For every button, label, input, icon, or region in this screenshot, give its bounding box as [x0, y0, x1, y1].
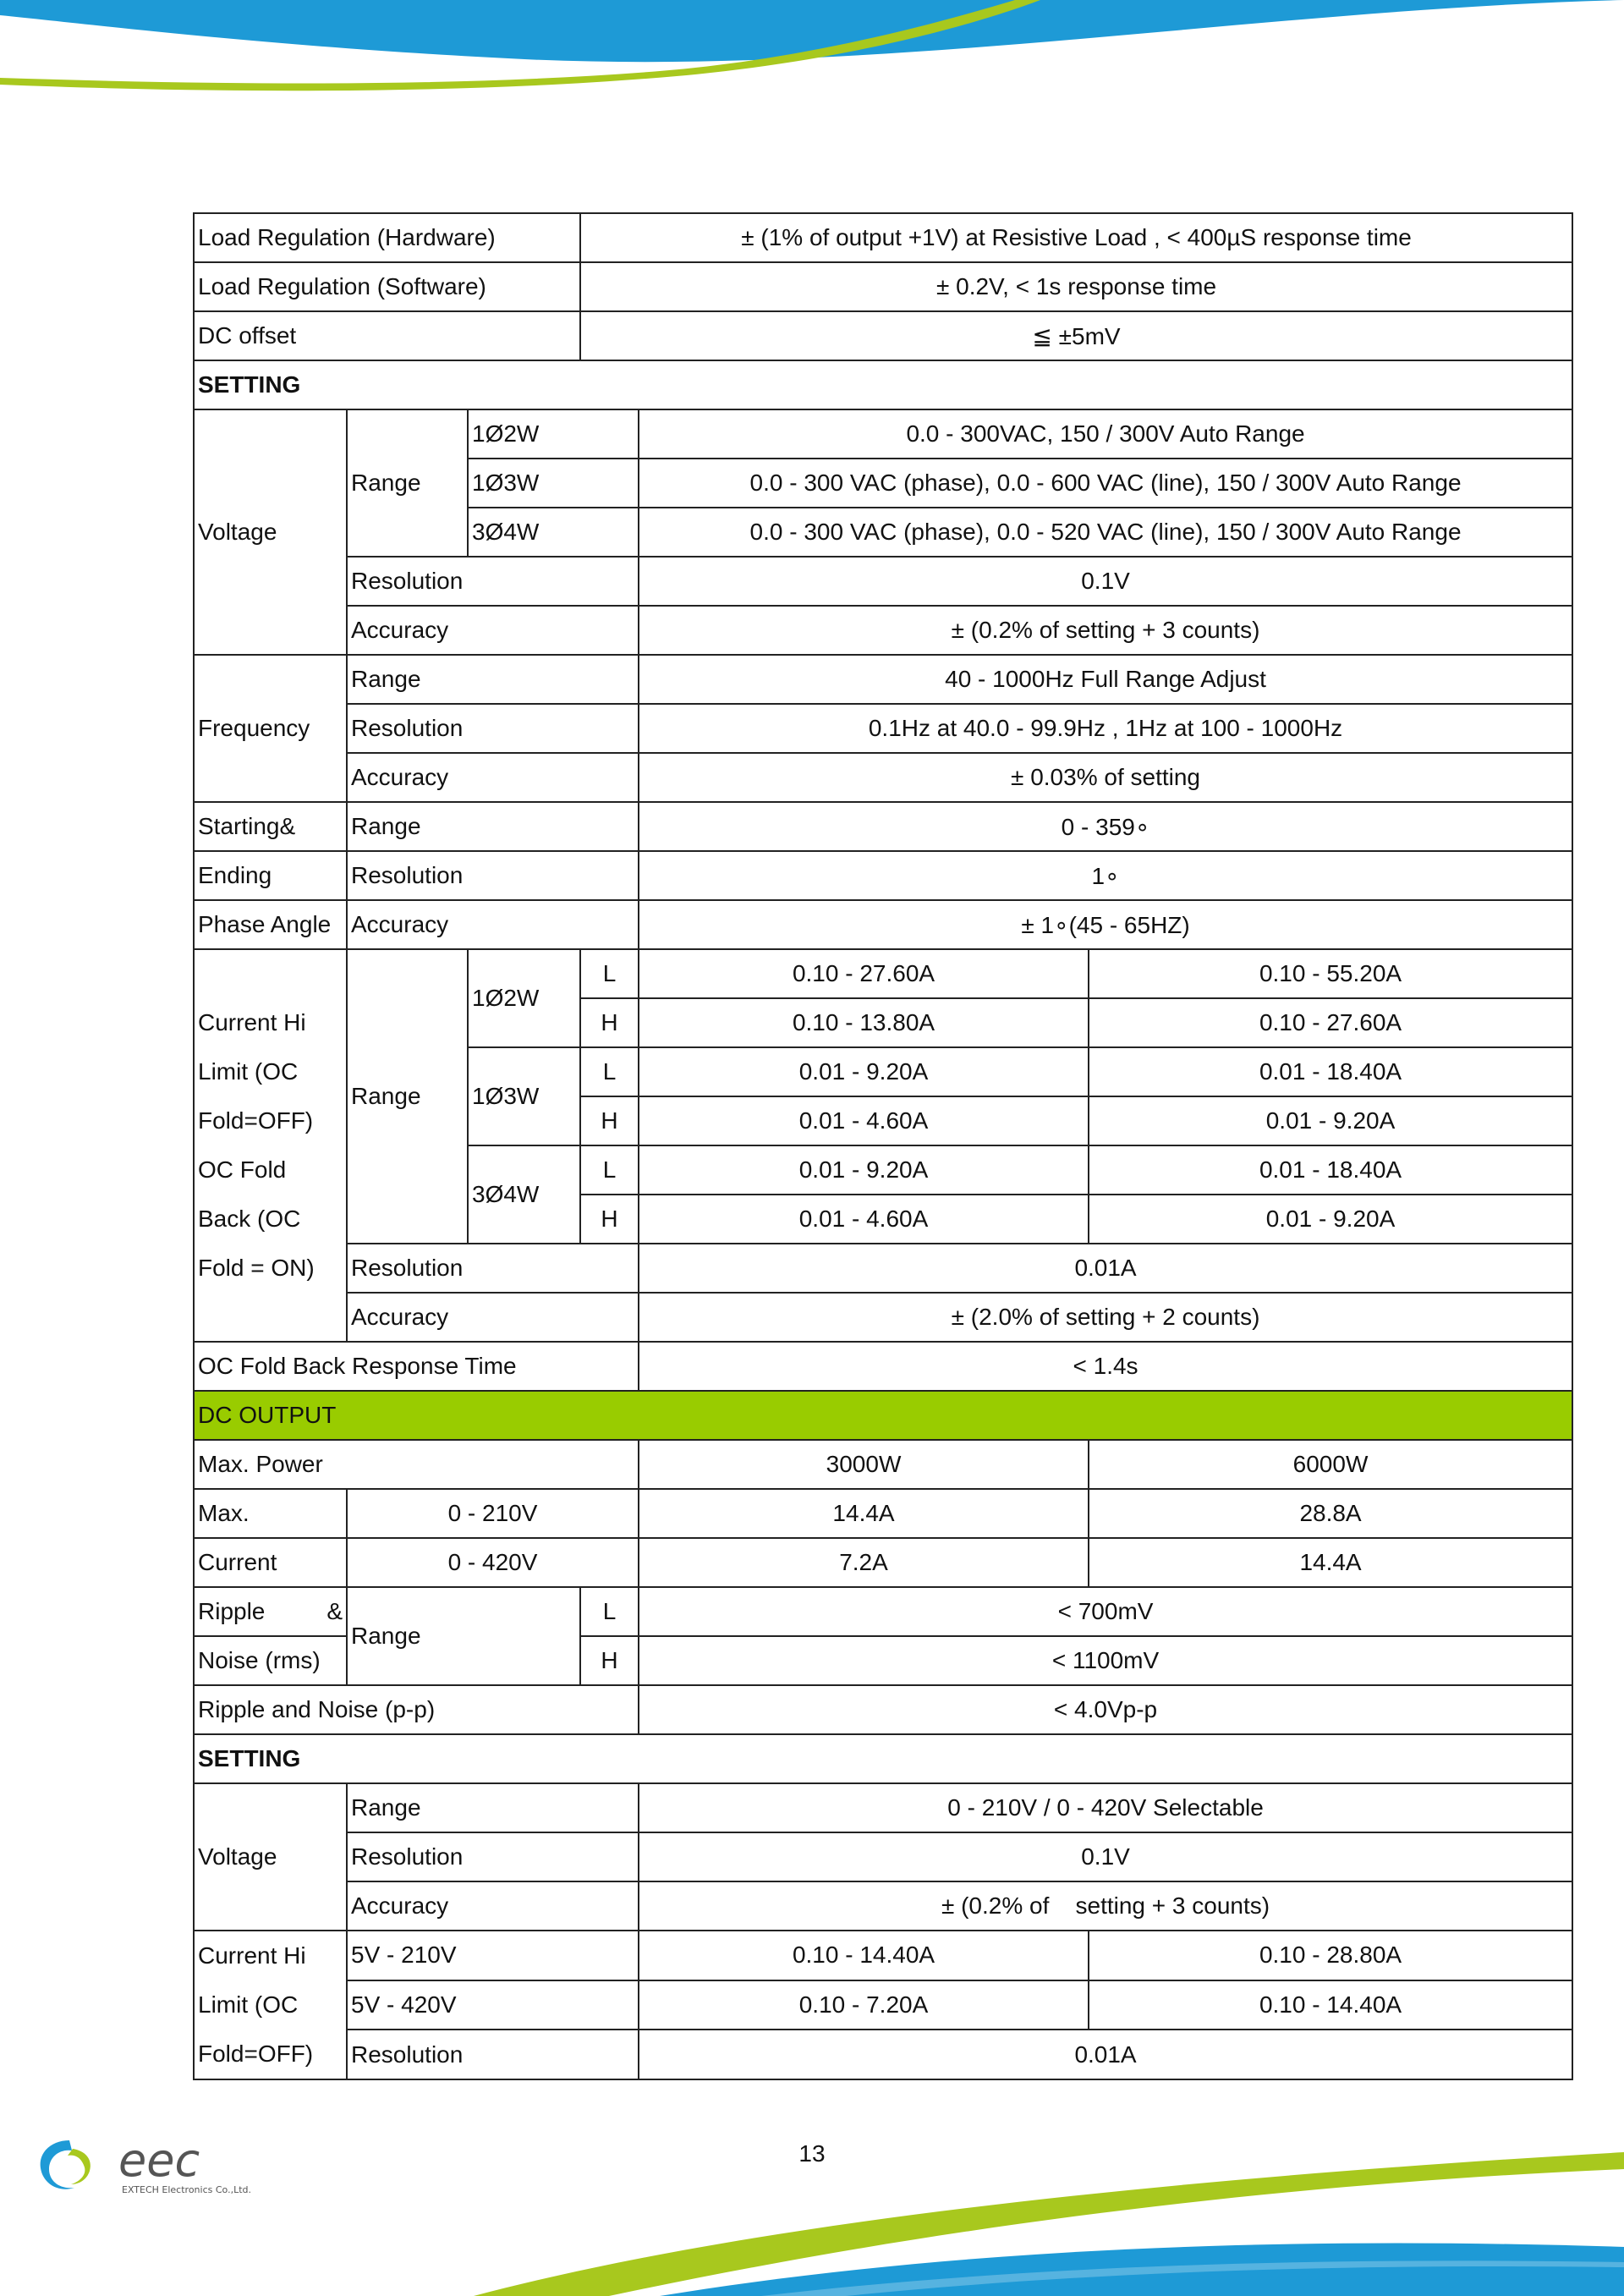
level-label: H [580, 1195, 639, 1244]
row-label: Frequency [194, 655, 347, 802]
table-row [194, 655, 1572, 704]
table-row [194, 851, 1572, 900]
level-label: L [580, 949, 639, 998]
sub-label: Resolution [347, 1244, 639, 1293]
table-row [194, 1342, 1572, 1391]
sub-label: Accuracy [347, 900, 639, 949]
cell-value: 0.01 - 9.20A [639, 1047, 1089, 1096]
row-value: < 700mV [639, 1587, 1572, 1636]
sub-label: Resolution [347, 851, 639, 900]
table-row [194, 802, 1572, 851]
cell-value: 0.10 - 55.20A [1089, 949, 1572, 998]
row-value: ± 1∘(45 - 65HZ) [639, 900, 1572, 949]
cell-value: 7.2A [639, 1538, 1089, 1587]
section-title: SETTING [194, 360, 1572, 409]
sub-label: Resolution [347, 557, 639, 606]
row-value: < 1.4s [639, 1342, 1572, 1391]
top-wave-decoration [0, 0, 1624, 110]
level-label: L [580, 1145, 639, 1195]
sub-label: Accuracy [347, 606, 639, 655]
table-row [194, 1832, 1572, 1881]
row-value: 0 - 359∘ [639, 802, 1572, 851]
cell-value: 0.10 - 28.80A [1089, 1931, 1572, 1980]
phase-label: 1Ø2W [468, 409, 639, 459]
cell-value: 0.01 - 9.20A [1089, 1195, 1572, 1244]
phase-label: 3Ø4W [468, 508, 639, 557]
row-value: 0.01A [639, 1244, 1572, 1293]
section-title: DC OUTPUT [194, 1391, 1572, 1440]
cell-value: 28.8A [1089, 1489, 1572, 1538]
cell-value: 0.01 - 4.60A [639, 1195, 1089, 1244]
row-value: 0.1V [639, 557, 1572, 606]
section-header [194, 360, 1572, 409]
sub-label: Range [347, 802, 639, 851]
sub-label: 0 - 420V [347, 1538, 639, 1587]
row-label [194, 1587, 347, 1636]
cell-value: 0.01 - 9.20A [1089, 1096, 1572, 1145]
cell-value: 6000W [1089, 1440, 1572, 1489]
row-value: 1∘ [639, 851, 1572, 900]
sub-label: 5V - 210V [347, 1931, 639, 1980]
table-row [194, 2030, 1572, 2079]
section-title: SETTING [194, 1734, 1572, 1783]
row-label: DC offset [194, 311, 580, 360]
row-value: 0.1Hz at 40.0 - 99.9Hz , 1Hz at 100 - 1000Hz [639, 704, 1572, 753]
row-label: Load Regulation (Hardware) [194, 213, 580, 262]
cell-value: 0.01 - 9.20A [639, 1145, 1089, 1195]
cell-value: 0.10 - 27.60A [639, 949, 1089, 998]
section-header [194, 1391, 1572, 1440]
row-value: 0.0 - 300VAC, 150 / 300V Auto Range [639, 409, 1572, 459]
cell-value: 0.10 - 27.60A [1089, 998, 1572, 1047]
table-row [194, 704, 1572, 753]
cell-value: 0.10 - 14.40A [639, 1931, 1089, 1980]
cell-value: 3000W [639, 1440, 1089, 1489]
row-value: < 1100mV [639, 1636, 1572, 1685]
sub-label: Range [347, 949, 468, 1244]
row-label: OC Fold Back Response Time [194, 1342, 639, 1391]
row-value: ± (0.2% of setting + 3 counts) [639, 1881, 1572, 1931]
row-label: Current Hi Limit (OC Fold=OFF) OC Fold Back (OC Fold = ON) [194, 949, 347, 1342]
table-row [194, 1783, 1572, 1832]
logo-subtitle: EXTECH Electronics Co.,Ltd. [122, 2184, 251, 2195]
row-label: Voltage [194, 1783, 347, 1931]
phase-label: 1Ø3W [468, 459, 639, 508]
table-row [194, 1293, 1572, 1342]
row-value: 0.01A [639, 2030, 1572, 2079]
table-row [194, 213, 1572, 262]
cell-value: 14.4A [639, 1489, 1089, 1538]
sub-label: Resolution [347, 1832, 639, 1881]
cell-value: 0.10 - 7.20A [639, 1980, 1089, 2030]
level-label: H [580, 1096, 639, 1145]
cell-value: 14.4A [1089, 1538, 1572, 1587]
table-row [194, 1489, 1572, 1538]
table-row [194, 606, 1572, 655]
cell-value: 0.10 - 13.80A [639, 998, 1089, 1047]
table-row [194, 1881, 1572, 1931]
level-label: L [580, 1587, 639, 1636]
cell-value: 0.10 - 14.40A [1089, 1980, 1572, 2030]
row-label: Current [194, 1538, 347, 1587]
row-value: ± (0.2% of setting + 3 counts) [639, 606, 1572, 655]
row-value: ± 0.03% of setting [639, 753, 1572, 802]
row-label: Voltage [194, 409, 347, 655]
row-value: 0.1V [639, 1832, 1572, 1881]
spec-table [193, 212, 1573, 2080]
row-value: ± 0.2V, < 1s response time [580, 262, 1572, 311]
level-label: H [580, 998, 639, 1047]
table-row [194, 949, 1572, 998]
row-value: ± (1% of output +1V) at Resistive Load , < 400µS response time [580, 213, 1572, 262]
phase-label: 1Ø2W [468, 949, 580, 1047]
level-label: L [580, 1047, 639, 1096]
row-value: ± (2.0% of setting + 2 counts) [639, 1293, 1572, 1342]
sub-label: Accuracy [347, 1293, 639, 1342]
ripple-label: Ripple [198, 1598, 266, 1624]
table-row [194, 1244, 1572, 1293]
logo-text: eec [118, 2134, 200, 2187]
sub-label: Resolution [347, 2030, 639, 2079]
sub-label: Range [347, 1587, 580, 1685]
cell-value: 0.01 - 18.40A [1089, 1145, 1572, 1195]
row-label: Current Hi Limit (OC Fold=OFF) [194, 1931, 347, 2079]
table-row [194, 1980, 1572, 2030]
table-row [194, 409, 1572, 459]
row-label: Phase Angle [194, 900, 347, 949]
row-value: 40 - 1000Hz Full Range Adjust [639, 655, 1572, 704]
sub-label: Accuracy [347, 753, 639, 802]
section-header [194, 1734, 1572, 1783]
sub-label: 0 - 210V [347, 1489, 639, 1538]
sub-label: Resolution [347, 704, 639, 753]
ripple-amp: & [326, 1598, 343, 1624]
table-row [194, 1538, 1572, 1587]
phase-label: 1Ø3W [468, 1047, 580, 1145]
phase-label: 3Ø4W [468, 1145, 580, 1244]
table-row [194, 262, 1572, 311]
sub-label: Accuracy [347, 1881, 639, 1931]
cell-value: 0.01 - 18.40A [1089, 1047, 1572, 1096]
sub-label: Range [347, 409, 468, 557]
table-row [194, 753, 1572, 802]
table-row [194, 557, 1572, 606]
row-label: Load Regulation (Software) [194, 262, 580, 311]
level-label: H [580, 1636, 639, 1685]
row-label: Noise (rms) [194, 1636, 347, 1685]
sub-label: Range [347, 655, 639, 704]
row-label: Ripple and Noise (p-p) [194, 1685, 639, 1734]
row-label: Max. [194, 1489, 347, 1538]
page-number: 13 [798, 2140, 826, 2167]
row-value: 0 - 210V / 0 - 420V Selectable [639, 1783, 1572, 1832]
table-row [194, 1587, 1572, 1636]
sub-label: Range [347, 1783, 639, 1832]
table-row [194, 1931, 1572, 1980]
row-label: Starting& [194, 802, 347, 851]
table-row [194, 1440, 1572, 1489]
cell-value: 0.01 - 4.60A [639, 1096, 1089, 1145]
bottom-wave-decoration [0, 2101, 1624, 2296]
row-value: 0.0 - 300 VAC (phase), 0.0 - 520 VAC (line), 150 / 300V Auto Range [639, 508, 1572, 557]
sub-label: 5V - 420V [347, 1980, 639, 2030]
row-label: Ending [194, 851, 347, 900]
row-label: Max. Power [194, 1440, 639, 1489]
row-value: ≦ ±5mV [580, 311, 1572, 360]
table-row [194, 311, 1572, 360]
row-value: 0.0 - 300 VAC (phase), 0.0 - 600 VAC (line), 150 / 300V Auto Range [639, 459, 1572, 508]
table-row [194, 1685, 1572, 1734]
row-value: < 4.0Vp-p [639, 1685, 1572, 1734]
table-row [194, 900, 1572, 949]
